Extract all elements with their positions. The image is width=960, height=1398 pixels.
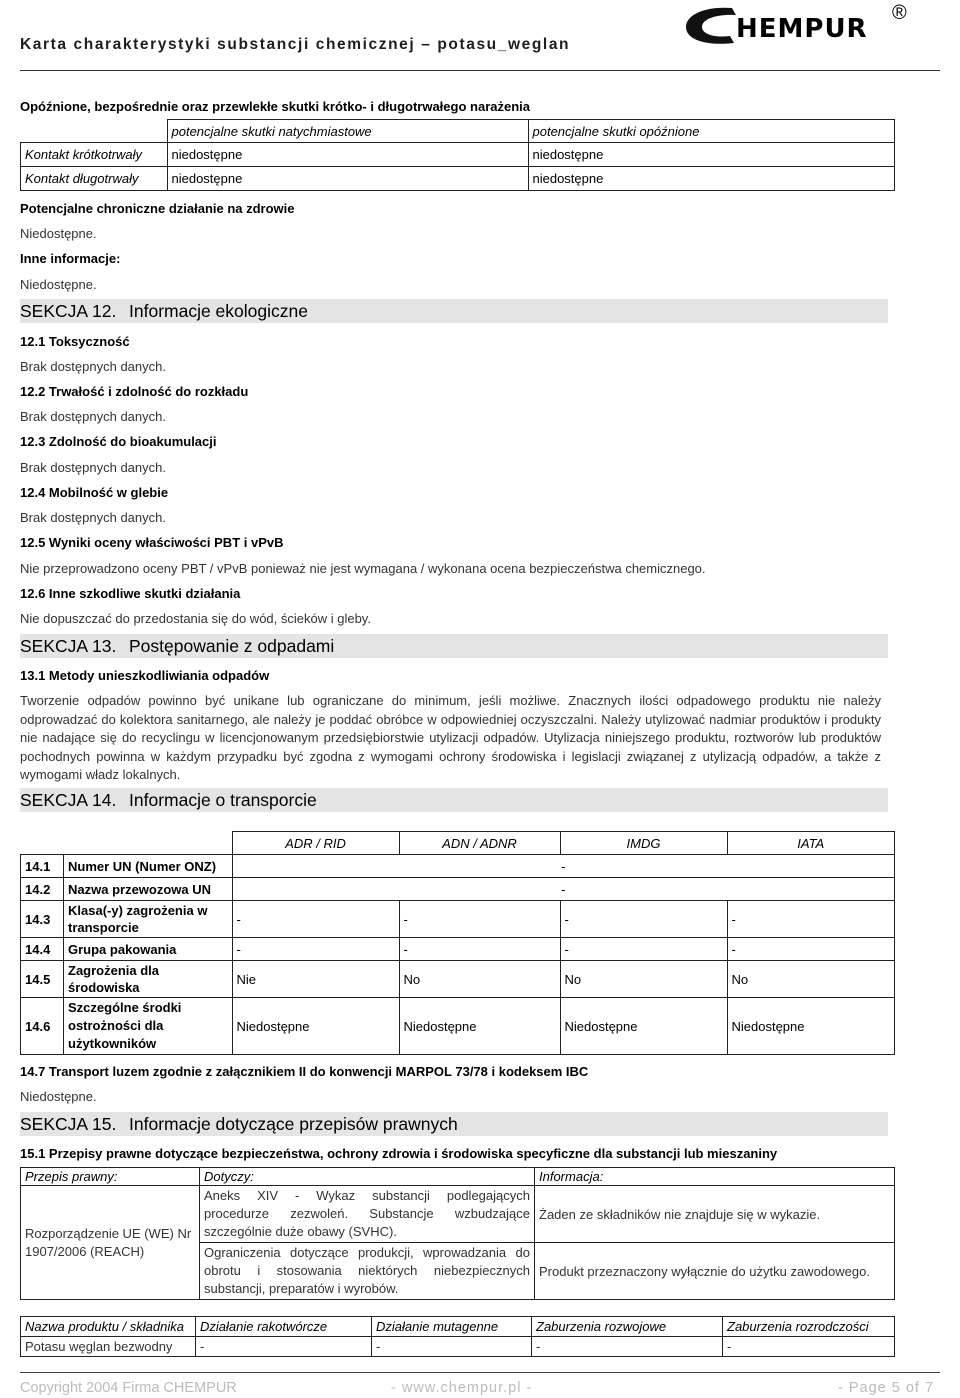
subsection-heading: 12.2 Trwałość i zdolność do rozkładu: [20, 384, 249, 399]
transport-row-label: Zagrożenia dla środowiska: [64, 961, 233, 998]
transport-row-value: No: [727, 961, 895, 998]
cmr-cell: -: [372, 1337, 532, 1357]
transport-row-label: Nazwa przewozowa UN: [64, 878, 233, 901]
transport-table: [20, 831, 895, 1055]
regulations-col-header: Informacja:: [535, 1168, 895, 1186]
subsection-heading: 12.6 Inne szkodliwe skutki działania: [20, 586, 241, 601]
cmr-cell: -: [196, 1337, 372, 1357]
subsection-value: Brak dostępnych danych.: [20, 460, 166, 475]
footer-copyright: Copyright 2004 Firma CHEMPUR: [20, 1380, 237, 1396]
transport-row-number: 14.3: [21, 901, 64, 938]
effects-row-delayed: niedostępne: [528, 167, 895, 191]
effects-col-delayed: potencjalne skutki opóźnione: [528, 120, 895, 143]
regulations-col-header: Przepis prawny:: [21, 1168, 200, 1186]
regulation-scope: Aneks XIV - Wykaz substancji podlegających procedurze zezwoleń. Substancje wzbudzające szczególnie duże obawy (SVHC).: [200, 1186, 535, 1243]
subsection-heading: 12.1 Toksyczność: [20, 334, 130, 349]
transport-row-value: No: [399, 961, 560, 998]
chempur-logo: [684, 2, 914, 48]
effects-row-label: Kontakt krótkotrwały: [21, 143, 168, 167]
cmr-col-header: Działanie mutagenne: [372, 1317, 532, 1337]
subsection-heading: 12.4 Mobilność w glebie: [20, 485, 169, 500]
subsection-heading: 13.1 Metody unieszkodliwiania odpadów: [20, 668, 270, 683]
transport-row-value: Niedostępne: [399, 998, 560, 1055]
section-14-header: [20, 788, 888, 812]
chronic-heading: Potencjalne chroniczne działanie na zdrowie: [20, 201, 295, 216]
transport-row-label: Klasa(-y) zagrożenia w transporcie: [64, 901, 233, 938]
transport-row-value: Niedostępne: [232, 998, 399, 1055]
transport-row-value: -: [232, 878, 895, 901]
regulation-scope: Ograniczenia dotyczące produkcji, wprowadzania do obrotu i stosowania niektórych niebezpiecznych substancji, preparatów i wyrobów.: [200, 1243, 535, 1300]
transport-row-value: -: [232, 901, 399, 938]
section-name: Informacje dotyczące przepisów prawnych: [129, 1114, 458, 1134]
subsection-heading: 12.5 Wyniki oceny właściwości PBT i vPvB: [20, 535, 284, 550]
transport-row-number: 14.2: [21, 878, 64, 901]
cmr-col-header: Nazwa produktu / składnika: [21, 1317, 196, 1337]
chronic-value: Niedostępne.: [20, 226, 97, 241]
cmr-cell: Potasu węglan bezwodny: [21, 1337, 196, 1357]
effects-col-immediate: potencjalne skutki natychmiastowe: [167, 120, 528, 143]
section-name: Informacje o transporcie: [129, 790, 317, 810]
transport-col-header: IMDG: [560, 832, 727, 855]
footer-page-number: - Page 5 of 7: [838, 1380, 935, 1396]
section-13-header: [20, 634, 888, 658]
transport-row-value: -: [560, 901, 727, 938]
subsection-heading: 14.7 Transport luzem zgodnie z załącznikiem II do konwencji MARPOL 73/78 i kodeksem IBC: [20, 1064, 589, 1079]
cmr-col-header: Działanie rakotwórcze: [196, 1317, 372, 1337]
cmr-cell: -: [723, 1337, 895, 1357]
subsection-value: Brak dostępnych danych.: [20, 359, 166, 374]
regulations-col-header: Dotyczy:: [200, 1168, 535, 1186]
transport-row-value: -: [399, 901, 560, 938]
cmr-col-header: Zaburzenia rozwojowe: [532, 1317, 723, 1337]
subsection-heading: 12.3 Zdolność do bioakumulacji: [20, 434, 217, 449]
effects-row-immediate: niedostępne: [167, 167, 528, 191]
other-info-heading: Inne informacje:: [20, 251, 121, 266]
transport-row-value: -: [727, 901, 895, 938]
regulation-info: Produkt przeznaczony wyłącznie do użytku zawodowego.: [535, 1243, 895, 1300]
transport-row-value: Niedostępne: [727, 998, 895, 1055]
footer-divider: [20, 1372, 940, 1373]
effects-row-delayed: niedostępne: [528, 143, 895, 167]
document-title: Karta charakterystyki substancji chemicznej – potasu_weglan: [20, 36, 571, 53]
transport-row-value: No: [560, 961, 727, 998]
transport-row-label: Grupa pakowania: [64, 938, 233, 961]
waste-disposal-text: Tworzenie odpadów powinno być unikane lub ograniczane do minimum, jeśli możliwe. Znacznych ilości odpadowego produktu nie należy odprowadzać do kolektora sanitarnego, ale należy je poddać obróbce w odpowiedniej oczyszczalni. Należy utylizować nadmiar produktów i produkty nie nadające się do recyclingu w licencjonowanym przedsiębiorstwie utylizacji odpadów. Utylizacja niniejszego produktu, roztworów lub produktów pochodnych powinna w każdym przypadku być zgodna z wymogami ochrony środowiska i legislacji związanej z utylizacją odpadów, a także z wymogami władz lokalnych.: [20, 693, 881, 783]
transport-col-header: ADN / ADNR: [399, 832, 560, 855]
transport-row-number: 14.1: [21, 855, 64, 878]
effects-table: [20, 119, 895, 191]
section-number: SEKCJA 12.: [20, 301, 117, 321]
transport-row-value: -: [232, 938, 399, 961]
subsection-value: Brak dostępnych danych.: [20, 409, 166, 424]
regulations-table: [20, 1167, 895, 1300]
subsection-value: Niedostępne.: [20, 1089, 97, 1104]
transport-row-number: 14.5: [21, 961, 64, 998]
section-name: Postępowanie z odpadami: [129, 636, 335, 656]
transport-col-header: ADR / RID: [232, 832, 399, 855]
transport-row-value: -: [560, 938, 727, 961]
header-divider: [20, 70, 940, 71]
effects-row-immediate: niedostępne: [167, 143, 528, 167]
footer-website[interactable]: - www.chempur.pl -: [391, 1380, 533, 1396]
transport-row-label: Numer UN (Numer ONZ): [64, 855, 233, 878]
registered-mark: ®: [892, 2, 907, 24]
section-12-header: [20, 299, 888, 323]
subsection-value: Nie dopuszczać do przedostania się do wód, ścieków i gleby.: [20, 611, 371, 626]
regulation-law: Rozporządzenie UE (WE) Nr 1907/2006 (REACH): [21, 1186, 200, 1300]
transport-row-value: -: [232, 855, 895, 878]
transport-row-value: Nie: [232, 961, 399, 998]
transport-row-number: 14.4: [21, 938, 64, 961]
transport-row-value: -: [399, 938, 560, 961]
transport-row-number: 14.6: [21, 998, 64, 1055]
effects-row-label: Kontakt długotrwały: [21, 167, 168, 191]
subsection-value: Nie przeprowadzono oceny PBT / vPvB ponieważ nie jest wymagana / wykonana ocena bezpieczeństwa chemicznego.: [20, 561, 706, 576]
subsection-value: Brak dostępnych danych.: [20, 510, 166, 525]
cmr-col-header: Zaburzenia rozrodczości: [723, 1317, 895, 1337]
subsection-heading: 15.1 Przepisy prawne dotyczące bezpieczeństwa, ochrony zdrowia i środowiska specyficzne dla substancji lub mieszaniny: [20, 1146, 778, 1161]
section-number: SEKCJA 15.: [20, 1114, 117, 1134]
effects-heading: Opóźnione, bezpośrednie oraz przewlekłe skutki krótko- i długotrwałego narażenia: [20, 99, 530, 114]
cmr-cell: -: [532, 1337, 723, 1357]
cmr-table: [20, 1316, 895, 1357]
transport-col-header: IATA: [727, 832, 895, 855]
section-number: SEKCJA 14.: [20, 790, 117, 810]
section-15-header: [20, 1112, 888, 1136]
transport-row-value: -: [727, 938, 895, 961]
other-info-value: Niedostępne.: [20, 277, 97, 292]
section-number: SEKCJA 13.: [20, 636, 117, 656]
logo-text: HEMPUR: [736, 14, 868, 44]
transport-row-value: Niedostępne: [560, 998, 727, 1055]
section-name: Informacje ekologiczne: [129, 301, 308, 321]
transport-row-label: Szczególne środki ostrożności dla użytkowników: [64, 998, 233, 1055]
regulation-info: Żaden ze składników nie znajduje się w wykazie.: [535, 1186, 895, 1243]
